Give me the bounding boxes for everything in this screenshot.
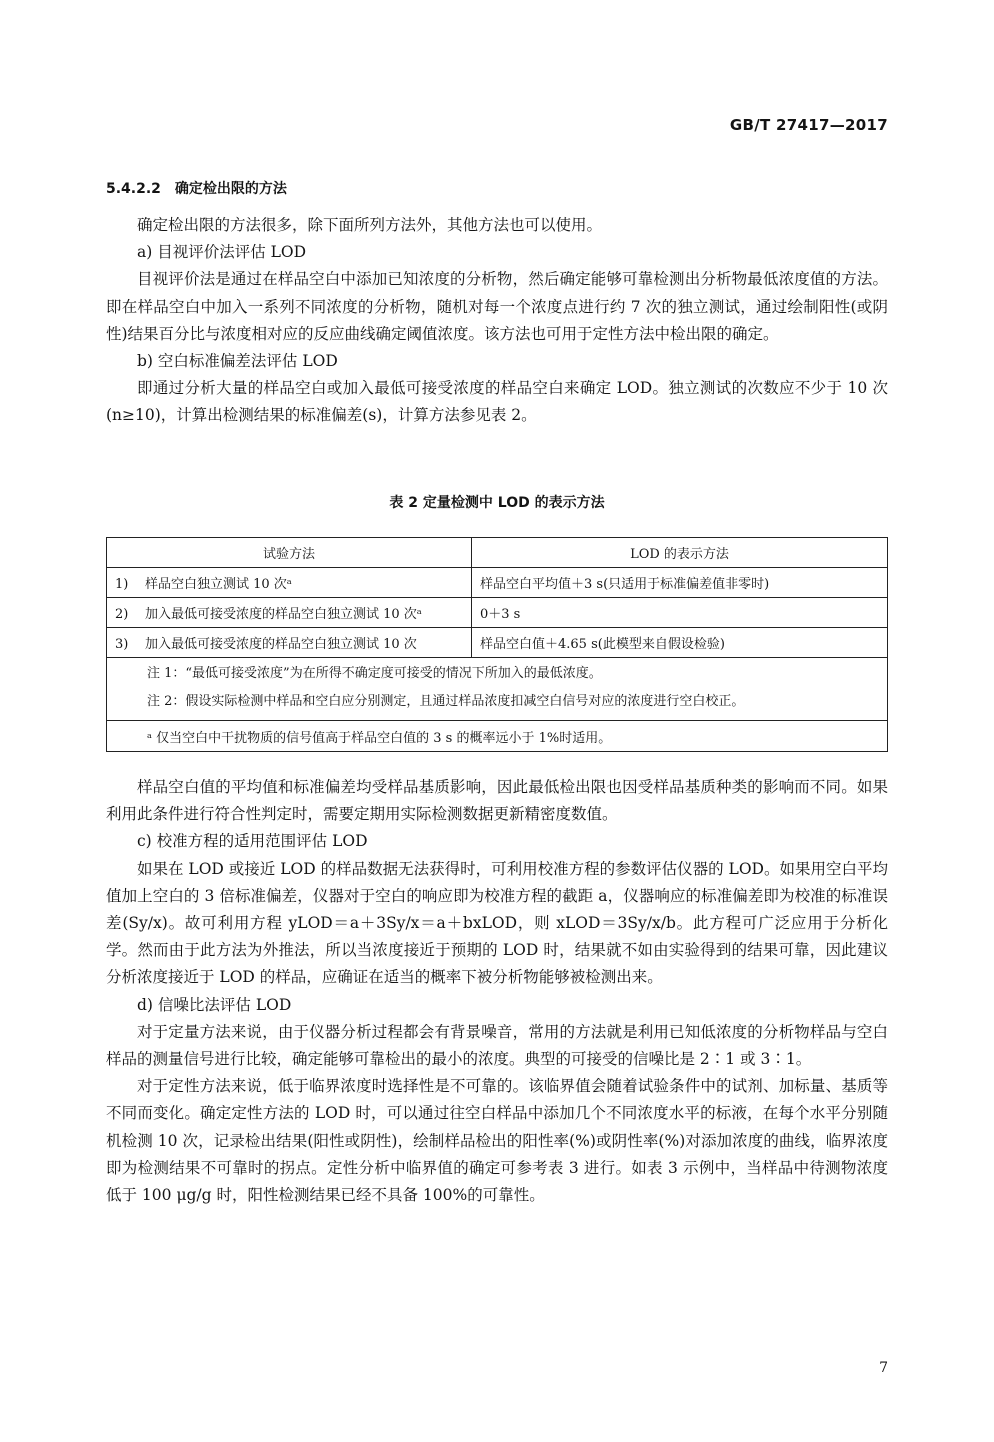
body-text-bottom [106,774,888,1209]
table-note: 注 2：假设实际检测中样品和空白应分别测定，且通过样品浓度扣减空白信号对应的浓度进行空白校正。 [147,694,745,709]
table-row [107,628,888,658]
section-title: 确定检出限的方法 [174,181,287,197]
column-header: LOD 的表示方法 [472,538,888,568]
table-cell: 0＋3 s [472,598,888,628]
table-note: 注 1：“最低可接受浓度”为在所得不确定度可接受的情况下所加入的最低浓度。 [147,666,602,681]
section-heading [106,178,287,198]
lod-table [106,537,888,752]
table-caption: 表 2 定量检测中 LOD 的表示方法 [389,495,605,511]
paragraph: 目视评价法是通过在样品空白中添加已知浓度的分析物，然后确定能够可靠检测出分析物最低浓度值的方法。即在样品空白中加入一系列不同浓度的分析物，随机对每一个浓度点进行约 7 次的独立测试，通过绘制阳性(或阴性)结果百分比与浓度相对应的反应曲线确定阈值浓度。该方法也可用于定性方法中检出限的确定。 [106,270,888,343]
list-item-d: d) 信噪比法评估 LOD [137,995,292,1014]
table-notes [107,658,888,721]
list-item-c: c) 校准方程的适用范围评估 LOD [137,832,368,851]
paragraph: 即通过分析大量的样品空白或加入最低可接受浓度的样品空白来确定 LOD。独立测试的次数应不少于 10 次(n≥10)，计算出检测结果的标准偏差(s)，计算方法参见表 2。 [106,379,888,425]
table-cell: 样品空白值＋4.65 s(此模型来自假设检验) [472,628,888,658]
table-row [107,568,888,598]
table-header-row [107,538,888,568]
method-text: 样品空白独立测试 10 次ᵃ [145,577,292,592]
table-row [107,598,888,628]
paragraph: 如果在 LOD 或接近 LOD 的样品数据无法获得时，可利用校准方程的参数评估仪器的 LOD。如果用空白平均值加上空白的 3 倍标准偏差，仪器对于空白的响应即为校准方程的截距 a，仪器响应的标准偏差即为校准的标准误差(Sy/x)。故可利用方程 yLOD＝a＋3Sy/x＝a＋bxLOD，则 xLOD＝3Sy/x/b。此方程可广泛应用于分析化学。然而由于此方法为外推法，所以当浓度接近于预期的 LOD 时，结果就不如由实验得到的结果可靠，因此建议分析浓度接近于 LOD 的样品，应确证在适当的概率下被分析物能够被检测出来。 [106,859,888,987]
paragraph: 确定检出限的方法很多，除下面所列方法外，其他方法也可以使用。 [137,216,603,234]
row-number: 3) [115,637,129,652]
column-header: 试验方法 [107,538,472,568]
table-footnote: ᵃ 仅当空白中干扰物质的信号值高于样品空白值的 3 s 的概率远小于 1%时适用。 [107,721,888,752]
table-cell [107,568,472,598]
page-number: 7 [879,1360,888,1376]
paragraph: 样品空白值的平均值和标准偏差均受样品基质影响，因此最低检出限也因受样品基质种类的影响而不同。如果利用此条件进行符合性判定时，需要定期用实际检测数据更新精密度数值。 [106,778,888,824]
row-number: 2) [115,607,129,622]
table-cell: 样品空白平均值＋3 s(只适用于标准偏差值非零时) [472,568,888,598]
paragraph: 对于定性方法来说，低于临界浓度时选择性是不可靠的。该临界值会随着试验条件中的试剂、加标量、基质等不同而变化。确定定性方法的 LOD 时，可以通过往空白样品中添加几个不同浓度水平的标液，在每个水平分别随机检测 10 次，记录检出结果(阳性或阴性)，绘制样品检出的阳性率(%)或阴性率(%)对添加浓度的曲线，临界浓度即为检测结果不可靠时的拐点。定性分析中临界值的确定可参考表 3 进行。如表 3 示例中，当样品中待测物浓度低于 100 μg/g 时，阳性检测结果已经不具备 100%的可靠性。 [106,1077,888,1205]
list-item-b: b) 空白标准偏差法评估 LOD [137,352,338,371]
standard-number: GB/T 27417—2017 [729,116,888,134]
table-footnote-row [107,721,888,752]
method-text: 加入最低可接受浓度的样品空白独立测试 10 次 [145,637,417,652]
table-cell [107,628,472,658]
method-text: 加入最低可接受浓度的样品空白独立测试 10 次ᵃ [145,607,422,622]
paragraph: 对于定量方法来说，由于仪器分析过程都会有背景噪音，常用的方法就是利用已知低浓度的分析物样品与空白样品的测量信号进行比较，确定能够可靠检出的最小的浓度。典型的可接受的信噪比是 2∶1 或 3∶1。 [106,1022,888,1069]
section-number: 5.4.2.2 [106,181,161,197]
body-text-top [106,212,888,430]
row-number: 1) [115,577,129,592]
table-cell [107,598,472,628]
table-notes-row [107,658,888,721]
list-item-a: a) 目视评价法评估 LOD [137,243,307,262]
